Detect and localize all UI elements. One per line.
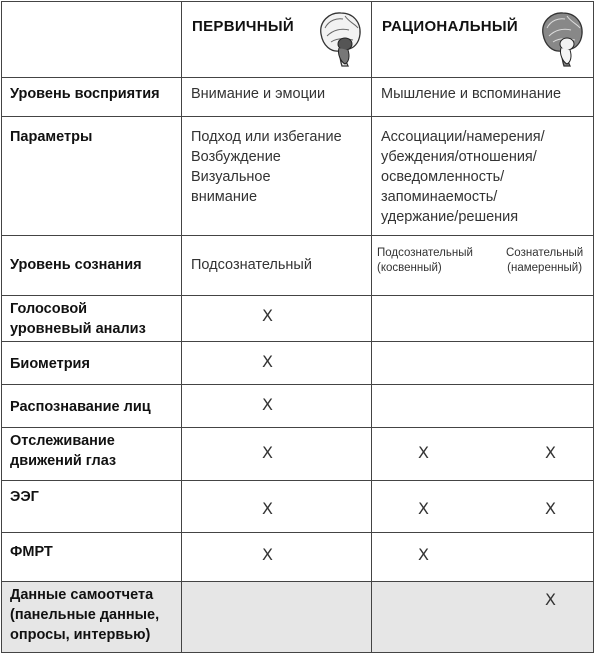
row-label: Параметры: [2, 117, 182, 236]
row-perception: [2, 78, 594, 117]
param-line: Ассоциации/намерения/: [381, 129, 545, 145]
param-line: Подход или избегание: [191, 129, 342, 145]
param-line: внимание: [191, 189, 258, 205]
row-label-line: Голосовой: [10, 301, 88, 317]
cell-rational: [372, 582, 594, 653]
row-consciousness: [2, 236, 594, 296]
cell-primary: [182, 296, 372, 342]
param-line: запоминаемость/: [381, 189, 498, 205]
row-label-line: Отслеживание: [10, 433, 115, 449]
param-line: осведомленность/: [381, 169, 505, 185]
brain-icon: [537, 8, 585, 70]
column-title-primary: ПЕРВИЧНЫЙ: [192, 18, 294, 35]
check-mark: X: [262, 545, 273, 564]
cell-primary: [182, 117, 372, 236]
row-eeg: [2, 481, 594, 533]
row-self-report: [2, 582, 594, 653]
row-label: ЭЭГ: [2, 481, 182, 533]
check-mark-subconscious: X: [418, 545, 429, 564]
brain-icon: [315, 8, 363, 70]
conscious-line: (намеренный): [507, 262, 583, 274]
check-mark-conscious: X: [545, 590, 556, 609]
row-label: Уровень восприятия: [2, 78, 182, 117]
cell-rational: [372, 533, 594, 582]
param-line: Визуальное: [191, 169, 271, 185]
check-mark: X: [262, 499, 273, 518]
row-voice: [2, 296, 594, 342]
check-mark: X: [262, 306, 273, 325]
cell-rational: [372, 236, 594, 296]
row-label: [2, 582, 182, 653]
cell-rational: Мышление и вспоминание: [372, 78, 594, 117]
cell-primary: [182, 533, 372, 582]
cell-primary: [182, 582, 372, 653]
cell-rational: [372, 481, 594, 533]
cell-rational: [372, 342, 594, 385]
subconscious-line: (косвенный): [377, 262, 442, 274]
comparison-table: [1, 1, 594, 653]
row-label: Уровень сознания: [2, 236, 182, 296]
row-label-line: уровневый анализ: [10, 321, 146, 337]
column-title-rational: РАЦИОНАЛЬНЫЙ: [382, 18, 518, 35]
cell-primary: Подсознательный: [182, 236, 372, 296]
cell-primary: [182, 428, 372, 481]
check-mark-subconscious: X: [418, 499, 429, 518]
cell-primary: [182, 385, 372, 428]
cell-rational: [372, 296, 594, 342]
param-line: Возбуждение: [191, 149, 281, 165]
row-label-line: (панельные данные,: [10, 607, 160, 623]
row-label: [2, 428, 182, 481]
conscious-line: Сознательный: [506, 247, 584, 259]
conscious-label: [506, 246, 583, 276]
cell-rational: [372, 385, 594, 428]
check-mark-conscious: X: [545, 443, 556, 462]
check-mark-subconscious: X: [418, 443, 429, 462]
check-mark-conscious: X: [545, 499, 556, 518]
cell-rational: [372, 117, 594, 236]
check-mark: X: [262, 395, 273, 414]
check-mark: X: [262, 352, 273, 371]
row-label-line: опросы, интервью): [10, 627, 151, 643]
row-label: ФМРТ: [2, 533, 182, 582]
header-primary: [182, 2, 372, 78]
row-label-line: Данные самоотчета: [10, 587, 154, 603]
row-label: [2, 296, 182, 342]
row-parameters: [2, 117, 594, 236]
header-rational: [372, 2, 594, 78]
row-eye-tracking: [2, 428, 594, 481]
row-label-line: движений глаз: [10, 453, 117, 469]
corner-cell: [2, 2, 182, 78]
row-label: Распознавание лиц: [2, 385, 182, 428]
header-row: [2, 2, 594, 78]
cell-primary: [182, 481, 372, 533]
cell-primary: [182, 342, 372, 385]
param-line: удержание/решения: [381, 209, 519, 225]
row-face-recognition: [2, 385, 594, 428]
row-biometrics: [2, 342, 594, 385]
row-fmri: [2, 533, 594, 582]
param-line: убеждения/отношения/: [381, 149, 537, 165]
row-label: Биометрия: [2, 342, 182, 385]
subconscious-line: Подсознательный: [377, 247, 473, 259]
subconscious-label: [377, 246, 473, 276]
cell-rational: [372, 428, 594, 481]
cell-primary: Внимание и эмоции: [182, 78, 372, 117]
check-mark: X: [262, 443, 273, 462]
